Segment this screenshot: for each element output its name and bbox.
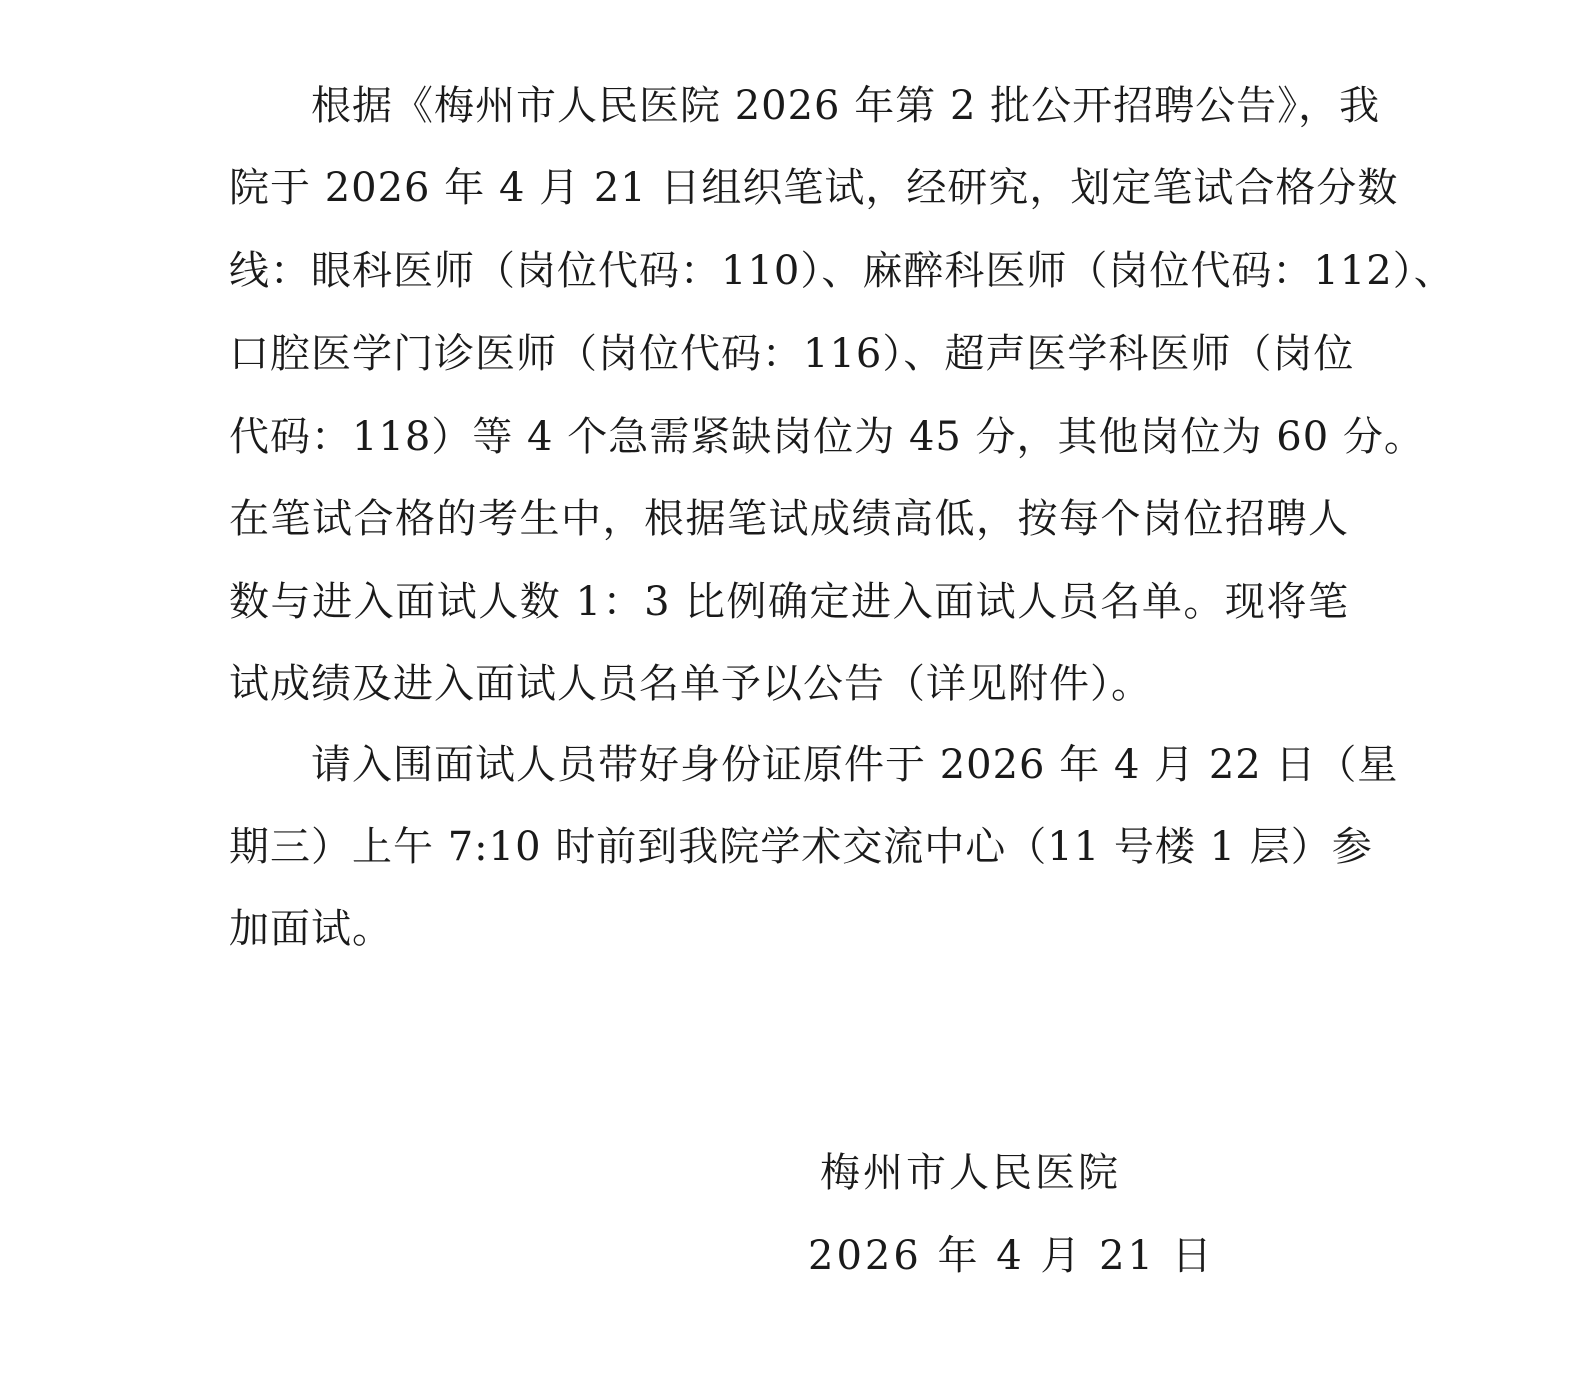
paragraph-line: 在笔试合格的考生中，根据笔试成绩高低，按每个岗位招聘人 <box>229 496 1349 542</box>
paragraph-line: 数与进入面试人数 1：3 比例确定进入面试人员名单。现将笔 <box>229 579 1349 625</box>
paragraph-line: 口腔医学门诊医师（岗位代码：116）、超声医学科医师（岗位 <box>229 331 1355 377</box>
paragraph-line: 期三）上午 7:10 时前到我院学术交流中心（11 号楼 1 层）参 <box>229 824 1373 870</box>
paragraph-line: 根据《梅州市人民医院 2026 年第 2 批公开招聘公告》，我 <box>311 83 1381 129</box>
signature-organization: 梅州市人民医院 <box>820 1150 1121 1196</box>
paragraph-line: 院于 2026 年 4 月 21 日组织笔试，经研究，划定笔试合格分数 <box>229 165 1399 211</box>
paragraph-line: 试成绩及进入面试人员名单予以公告（详见附件）。 <box>229 661 1152 707</box>
paragraph-line: 代码：118）等 4 个急需紧缺岗位为 45 分，其他岗位为 60 分。 <box>229 414 1425 460</box>
paragraph-line: 请入围面试人员带好身份证原件于 2026 年 4 月 22 日（星 <box>311 742 1399 788</box>
paragraph-line: 线：眼科医师（岗位代码：110）、麻醉科医师（岗位代码：112）、 <box>229 248 1455 294</box>
paragraph-line: 加面试。 <box>229 906 393 952</box>
signature-date: 2026 年 4 月 21 日 <box>808 1233 1215 1279</box>
